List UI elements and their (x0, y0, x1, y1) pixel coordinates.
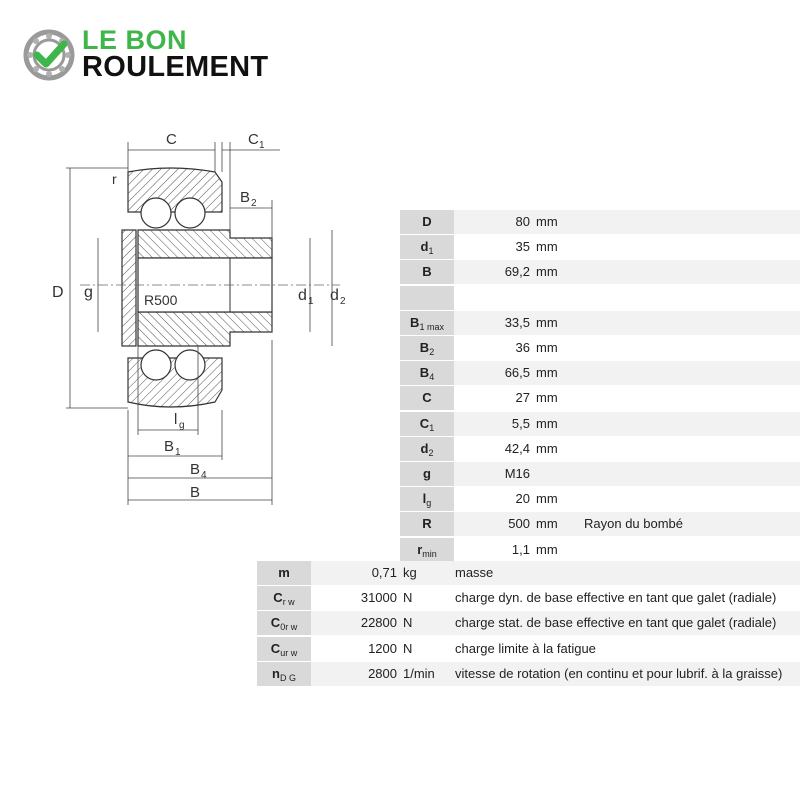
spec-symbol-main: D (422, 214, 432, 229)
spec-symbol-main: g (423, 466, 431, 481)
spec-unit: mm (536, 365, 558, 381)
spec-symbol (400, 361, 454, 385)
spec-symbol (400, 487, 454, 511)
spec-symbol-main: C (422, 390, 432, 406)
label-B4: B (190, 461, 201, 478)
spec-row (400, 512, 800, 536)
spec-unit: N (403, 615, 413, 631)
label-lg-sub: g (179, 420, 185, 431)
spec-unit: mm (536, 440, 558, 456)
spec-value: 0,71 (371, 565, 397, 580)
spec-row (257, 561, 800, 585)
label-B2-sub: 2 (251, 198, 257, 209)
spec-symbol-subscript: g (426, 498, 432, 509)
spec-row (400, 462, 800, 486)
spec-symbol-main: r (417, 541, 423, 557)
spec-description: vitesse de rotation (en continu et pour lubrif. à la graisse) (455, 665, 783, 681)
spec-unit: mm (536, 340, 558, 355)
label-B4-sub: 4 (201, 470, 207, 481)
spec-symbol-subscript: 2 (429, 347, 435, 357)
spec-symbol-main: B (419, 365, 430, 381)
brand-name-line2: ROULEMENT (82, 51, 269, 83)
spec-description (576, 286, 584, 310)
spec-symbol (400, 412, 454, 436)
spec-symbol-main: C (273, 590, 283, 606)
spec-value: 20 (515, 491, 530, 507)
spec-row (400, 412, 800, 436)
spec-symbol-subscript: D G (279, 672, 296, 683)
spec-symbol (400, 437, 454, 461)
spec-symbol-main: m (278, 565, 290, 580)
spec-row (400, 260, 800, 284)
spec-unit: N (403, 590, 413, 606)
spec-symbol-subscript: 4 (429, 372, 435, 383)
spec-unit: mm (536, 415, 558, 431)
label-B: B (190, 484, 201, 501)
spec-value: 33,5 (504, 314, 530, 330)
label-d2-sub: 2 (340, 296, 346, 307)
spec-row (400, 361, 800, 385)
spec-symbol (400, 336, 454, 360)
spec-symbol (400, 210, 454, 234)
spec-unit: N (403, 640, 413, 656)
spec-value: 27 (515, 390, 530, 406)
brand-logo (22, 26, 302, 86)
spec-symbol-main: d (420, 239, 429, 255)
spec-value: 42,4 (504, 440, 530, 456)
spec-value: 69,2 (504, 264, 530, 280)
spec-symbol (257, 611, 311, 635)
spec-value: 1200 (368, 640, 397, 656)
spec-description (576, 437, 584, 461)
spec-unit: mm (536, 264, 558, 280)
spec-description: charge limite à la fatigue (455, 640, 596, 656)
spec-symbol (400, 311, 454, 335)
spec-description: charge stat. de base effective en tant que galet (radiale) (455, 615, 777, 631)
spec-symbol-main: n (272, 665, 280, 681)
spec-row (400, 437, 800, 461)
spec-value: 22800 (360, 615, 397, 631)
spec-description: Rayon du bombé (584, 516, 684, 532)
spec-description (576, 336, 584, 360)
spec-description: charge dyn. de base effective en tant que galet (radiale) (455, 590, 777, 606)
spec-symbol-main: B (410, 314, 420, 330)
label-B2: B (240, 189, 251, 206)
spec-row (400, 286, 800, 310)
brand-name-line1: LE BON (82, 25, 188, 55)
bearing-drawing (40, 120, 370, 520)
spec-symbol-subscript: 1 (429, 422, 435, 433)
spec-value: 1,1 (511, 541, 530, 557)
spec-unit: mm (536, 541, 558, 557)
bearing-check-icon (22, 28, 76, 82)
spec-description: masse (455, 565, 494, 580)
spec-symbol-main: C (419, 415, 430, 431)
spec-description (576, 487, 584, 511)
spec-value: M16 (504, 466, 530, 481)
spec-symbol-main: B (419, 340, 430, 355)
spec-description (576, 311, 584, 335)
spec-row (400, 487, 800, 511)
label-lg: l (174, 411, 178, 428)
spec-description (576, 361, 584, 385)
label-D: D (52, 284, 64, 301)
spec-value: 5,5 (511, 415, 530, 431)
spec-row (257, 586, 800, 610)
spec-description (576, 412, 584, 436)
spec-symbol-subscript: 0r w (280, 622, 298, 633)
spec-symbol (400, 462, 454, 486)
spec-row (400, 386, 800, 410)
spec-value: 36 (515, 340, 530, 355)
spec-row (257, 611, 800, 635)
spec-value (454, 286, 530, 310)
spec-unit (530, 462, 576, 486)
spec-unit (530, 286, 576, 310)
spec-unit: mm (536, 491, 558, 507)
label-d1-sub: 1 (308, 296, 314, 307)
label-C1-sub: 1 (259, 140, 265, 151)
spec-symbol (400, 512, 454, 536)
spec-symbol (400, 386, 454, 410)
label-R500: R500 (144, 292, 178, 308)
spec-row (400, 235, 800, 259)
spec-description (576, 235, 584, 259)
spec-unit: mm (536, 314, 558, 330)
spec-symbol-subscript: r w (282, 597, 295, 608)
spec-value: 31000 (360, 590, 397, 606)
label-d2: d (330, 287, 339, 304)
spec-unit: mm (536, 239, 558, 255)
spec-row (400, 210, 800, 234)
label-B1: B (164, 438, 175, 455)
spec-value: 66,5 (504, 365, 530, 381)
spec-row (400, 311, 800, 335)
label-g: g (84, 284, 93, 301)
spec-row (257, 637, 800, 661)
spec-row (257, 662, 800, 686)
spec-symbol-main: B (422, 264, 432, 280)
spec-symbol-main: l (422, 491, 427, 507)
spec-symbol-main: R (422, 516, 432, 532)
spec-description (576, 210, 584, 234)
spec-description (576, 386, 584, 410)
spec-symbol (400, 286, 454, 310)
spec-value: 35 (515, 239, 530, 255)
spec-description (576, 260, 584, 284)
spec-symbol-subscript: min (422, 548, 437, 559)
spec-row (400, 336, 800, 360)
label-C1: C (248, 131, 259, 148)
spec-symbol (257, 637, 311, 661)
spec-symbol-subscript: ur w (280, 647, 298, 658)
spec-unit: 1/min (403, 665, 435, 681)
spec-symbol-main: C (270, 640, 281, 656)
spec-unit: mm (536, 214, 558, 229)
spec-description (576, 462, 584, 486)
spec-symbol-main: d (420, 440, 429, 456)
spec-row (400, 538, 800, 562)
spec-symbol (400, 260, 454, 284)
spec-symbol-subscript: 1 (428, 246, 434, 257)
label-d1: d (298, 287, 307, 304)
spec-value: 500 (508, 516, 530, 532)
spec-symbol (400, 538, 454, 562)
spec-symbol-subscript: 2 (428, 447, 434, 458)
spec-unit: mm (536, 390, 558, 406)
spec-symbol-subscript: 1 max (419, 321, 444, 332)
spec-value: 80 (515, 214, 530, 229)
spec-symbol (257, 662, 311, 686)
spec-symbol (257, 561, 311, 585)
label-C: C (166, 131, 177, 148)
label-r: r (112, 171, 117, 187)
spec-symbol (257, 586, 311, 610)
spec-value: 2800 (368, 665, 397, 681)
label-B1-sub: 1 (175, 447, 181, 458)
spec-unit: kg (403, 565, 417, 580)
spec-symbol (400, 235, 454, 259)
spec-unit: mm (536, 516, 558, 532)
spec-description (576, 538, 584, 562)
spec-symbol-main: C (270, 615, 281, 631)
